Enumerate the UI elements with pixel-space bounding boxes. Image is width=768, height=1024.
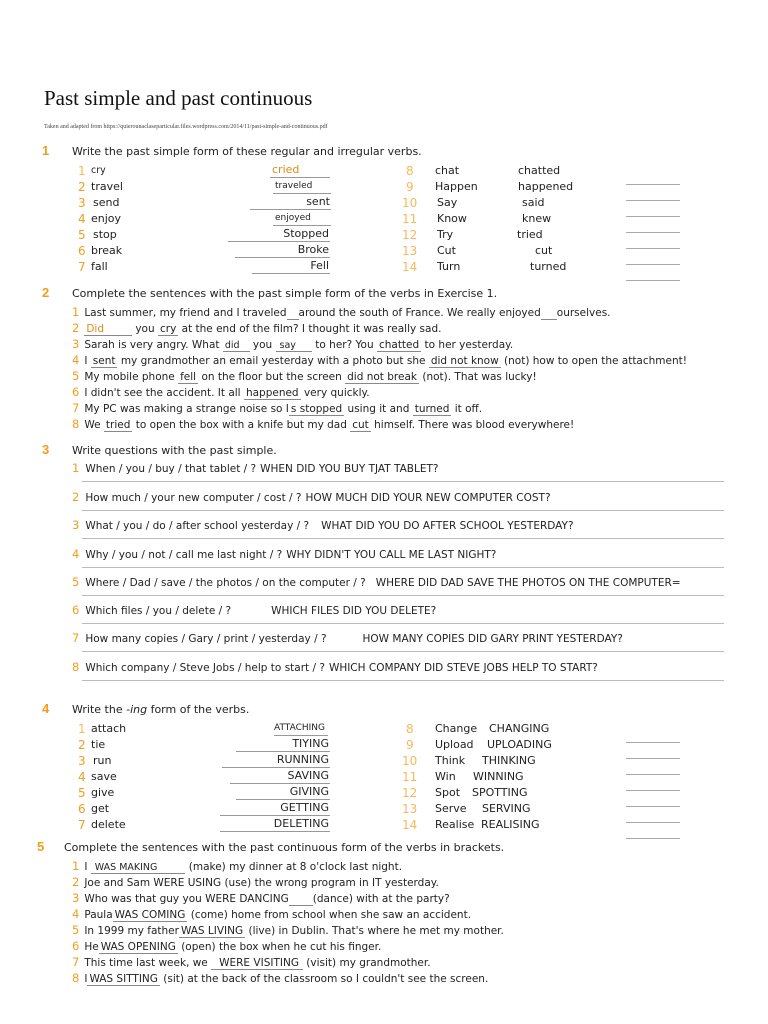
answer-blank[interactable]: did bbox=[223, 340, 250, 352]
sentence-item: 3 Who was that guy you WERE DANCING (dance) with at the party? bbox=[72, 891, 450, 905]
list-item: 4 enjoy enjoyed bbox=[78, 211, 86, 227]
sentence-item: 7 This time last week, we WERE VISITING (visit) my grandmother. bbox=[72, 955, 431, 969]
answer-text[interactable]: UPLOADING bbox=[487, 738, 552, 751]
answer-line[interactable] bbox=[82, 510, 724, 511]
blank-line[interactable] bbox=[626, 236, 680, 249]
answer-blank[interactable]: turned bbox=[414, 403, 450, 415]
sentence-item: 2 Joe and Sam WERE USING (use) the wrong program in IT yesterday. bbox=[72, 875, 439, 889]
answer-text[interactable]: SPOTTING bbox=[472, 786, 528, 799]
sentence-item: 4 I sent my grandmother an email yesterday with a photo but she did not know (not) how to open the attachment! bbox=[72, 353, 687, 367]
answer-blank[interactable]: say bbox=[276, 340, 312, 352]
answer-field[interactable]: RUNNING bbox=[222, 753, 330, 768]
blank-line[interactable] bbox=[626, 204, 680, 217]
list-item: 6 break Broke bbox=[78, 243, 329, 258]
blank-line[interactable] bbox=[626, 778, 680, 791]
answer-text[interactable]: REALISING bbox=[481, 818, 540, 831]
answer-blank[interactable]: tried bbox=[105, 419, 131, 431]
answer-text[interactable]: turned bbox=[530, 260, 567, 273]
answer-field[interactable]: SAVING bbox=[230, 769, 330, 784]
sentence-item: 7 My PC was making a strange noise so I s stopped using it and turned it off. bbox=[72, 401, 483, 415]
question-item: 3 What / you / do / after school yesterday / ? WHAT DID YOU DO AFTER SCHOOL YESTERDAY? bbox=[72, 518, 724, 532]
answer-line[interactable] bbox=[82, 623, 724, 624]
answer-text[interactable]: HOW MUCH DID YOUR NEW COMPUTER COST? bbox=[305, 492, 551, 504]
question-item: 1 When / you / buy / that tablet / ? WHEN DID YOU BUY TJAT TABLET? bbox=[72, 461, 724, 475]
list-item: 5 give GIVING bbox=[78, 785, 329, 800]
sentence-item: 1 I WAS MAKING (make) my dinner at 8 o'clock last night. bbox=[72, 859, 403, 873]
exercise-4-instruction: Write the -ing form of the verbs. bbox=[72, 703, 250, 716]
answer-blank[interactable]: WERE VISITING bbox=[211, 957, 303, 970]
exercise-4-number: 4 bbox=[42, 701, 50, 716]
blank-line[interactable] bbox=[626, 268, 680, 281]
exercise-5-number: 5 bbox=[37, 839, 45, 854]
page-title: Past simple and past continuous bbox=[44, 86, 313, 110]
answer-field[interactable]: GIVING bbox=[236, 785, 330, 800]
exercise-2-number: 2 bbox=[42, 285, 50, 300]
blank-line[interactable] bbox=[626, 172, 680, 185]
answer-text[interactable]: cut bbox=[535, 244, 553, 257]
answer-line[interactable] bbox=[82, 481, 724, 482]
answer-text[interactable]: happened bbox=[518, 180, 574, 193]
answer-text[interactable]: WHICH COMPANY DID STEVE JOBS HELP TO START? bbox=[328, 662, 598, 674]
blank-line[interactable] bbox=[626, 746, 680, 759]
sentence-item: 4 Paula WAS COMING (come) home from school when she saw an accident. bbox=[72, 907, 472, 921]
answer-text[interactable]: HOW MANY COPIES DID GARY PRINT YESTERDAY? bbox=[362, 633, 623, 645]
answer-blank[interactable]: cut bbox=[352, 419, 369, 431]
answer-field[interactable]: ATTACHING bbox=[274, 721, 328, 736]
question-item: 8 Which company / Steve Jobs / help to start / ? WHICH COMPANY DID STEVE JOBS HELP TO START? bbox=[72, 660, 724, 674]
answer-blank[interactable]: WAS COMING bbox=[114, 909, 186, 921]
exercise-3-instruction: Write questions with the past simple. bbox=[72, 444, 277, 457]
answer-blank[interactable]: WAS SITTING bbox=[89, 973, 158, 985]
blank-line[interactable] bbox=[626, 826, 680, 839]
blank-line[interactable] bbox=[626, 220, 680, 233]
answer-line[interactable] bbox=[82, 595, 724, 596]
answer-text[interactable]: WHERE DID DAD SAVE THE PHOTOS ON THE COMPUTER= bbox=[375, 577, 681, 589]
blank-line[interactable] bbox=[626, 252, 680, 265]
answer-text[interactable]: WHAT DID YOU DO AFTER SCHOOL YESTERDAY? bbox=[321, 520, 574, 532]
answer-field[interactable]: DELETING bbox=[220, 817, 330, 832]
answer-blank[interactable]: happened bbox=[245, 387, 299, 399]
question-item: 5 Where / Dad / save / the photos / on the computer / ? WHERE DID DAD SAVE THE PHOTOS ON THE COMPUTER= bbox=[72, 575, 724, 589]
list-item: 3 run RUNNING bbox=[78, 753, 329, 768]
answer-blank[interactable]: did not break bbox=[347, 371, 417, 383]
answer-text[interactable]: WHEN DID YOU BUY TJAT TABLET? bbox=[260, 463, 439, 475]
list-item: 1 cry cried bbox=[78, 163, 86, 179]
list-item: 2 tie TIYING bbox=[78, 737, 329, 752]
answer-blank[interactable]: WAS OPENING bbox=[100, 941, 176, 953]
exercise-1-number: 1 bbox=[42, 143, 50, 158]
sentence-item: 5 In 1999 my father WAS LIVING (live) in Dublin. That's where he met my mother. bbox=[72, 923, 504, 937]
answer-blank[interactable]: WAS LIVING bbox=[180, 925, 244, 937]
answer-text[interactable]: WINNING bbox=[473, 770, 524, 783]
answer-field[interactable]: enjoyed bbox=[273, 211, 331, 226]
answer-blank[interactable] bbox=[289, 893, 313, 906]
sentence-item: 8 We tried to open the box with a knife but my dad cut himself. There was blood everywhere! bbox=[72, 417, 575, 431]
question-item: 6 Which files / you / delete / ? WHICH FILES DID YOU DELETE? bbox=[72, 603, 724, 617]
answer-text[interactable]: tried bbox=[517, 228, 543, 241]
answer-text[interactable]: SERVING bbox=[482, 802, 531, 815]
answer-blank[interactable]: Did bbox=[84, 323, 132, 336]
blank-line[interactable] bbox=[626, 794, 680, 807]
sentence-item: 3 Sarah is very angry. What did you say to her? You chatted to her yesterday. bbox=[72, 337, 514, 351]
answer-field[interactable]: Broke bbox=[235, 243, 330, 258]
sentence-item: 6 He WAS OPENING (open) the box when he cut his finger. bbox=[72, 939, 382, 953]
sentence-item: 1 Last summer, my friend and I traveled around the south of France. We really enjoyed ourselves. bbox=[72, 305, 611, 319]
list-item: 1 attach ATTACHING bbox=[78, 721, 86, 737]
blank-line[interactable] bbox=[626, 730, 680, 743]
exercise-1-instruction: Write the past simple form of these regular and irregular verbs. bbox=[72, 145, 422, 158]
answer-blank[interactable]: fell bbox=[180, 371, 197, 383]
sentence-item: 5 My mobile phone fell on the floor but the screen did not break (not). That was lucky! bbox=[72, 369, 537, 383]
answer-text[interactable]: THINKING bbox=[482, 754, 536, 767]
sentence-item: 8 I WAS SITTING (sit) at the back of the classroom so I couldn't see the screen. bbox=[72, 971, 489, 985]
answer-line[interactable] bbox=[82, 567, 724, 568]
exercise-5-instruction: Complete the sentences with the past continuous form of the verbs in brackets. bbox=[64, 841, 505, 854]
question-item: 4 Why / you / not / call me last night / ? WHY DIDN'T YOU CALL ME LAST NIGHT? bbox=[72, 547, 724, 561]
answer-text[interactable]: WHY DIDN'T YOU CALL ME LAST NIGHT? bbox=[286, 549, 497, 561]
answer-blank[interactable]: did not know bbox=[430, 355, 499, 367]
answer-text[interactable]: said bbox=[522, 196, 545, 209]
answer-text[interactable]: CHANGING bbox=[489, 722, 550, 735]
blank-line[interactable] bbox=[626, 188, 680, 201]
list-item: 7 delete DELETING bbox=[78, 817, 329, 832]
answer-blank[interactable]: s stopped bbox=[290, 403, 343, 415]
sentence-item: 6 I didn't see the accident. It all happened very quickly. bbox=[72, 385, 370, 399]
answer-blank[interactable] bbox=[541, 307, 557, 320]
list-item: 2 travel traveled bbox=[78, 179, 86, 195]
list-item: 7 fall Fell bbox=[78, 259, 329, 274]
list-item: 6 get GETTING bbox=[78, 801, 329, 816]
answer-field[interactable]: sent bbox=[250, 195, 331, 210]
answer-line[interactable] bbox=[82, 680, 724, 681]
question-item: 7 How many copies / Gary / print / yesterday / ? HOW MANY COPIES DID GARY PRINT YESTERDAY? bbox=[72, 631, 724, 645]
answer-blank[interactable]: cry bbox=[159, 323, 177, 335]
list-item: 3 send sent bbox=[78, 195, 330, 210]
blank-line[interactable] bbox=[626, 762, 680, 775]
answer-text[interactable]: knew bbox=[522, 212, 552, 225]
answer-field[interactable]: GETTING bbox=[220, 801, 330, 816]
answer-blank[interactable]: sent bbox=[92, 355, 116, 367]
answer-blank[interactable]: WAS MAKING bbox=[91, 862, 186, 874]
exercise-3-number: 3 bbox=[42, 442, 50, 457]
question-item: 2 How much / your new computer / cost / ? HOW MUCH DID YOUR NEW COMPUTER COST? bbox=[72, 490, 724, 504]
answer-field[interactable]: TIYING bbox=[236, 737, 330, 752]
sentence-item: 2 Did you cry at the end of the film? I thought it was really sad. bbox=[72, 321, 442, 335]
answer-text[interactable]: WHICH FILES DID YOU DELETE? bbox=[271, 605, 437, 617]
source-note: Taken and adapted from https://quierounaclaseparticular.files.wordpress.com/2014/11/past-simple-and-continuous.pdf bbox=[44, 124, 328, 130]
answer-blank[interactable]: chatted bbox=[378, 339, 420, 351]
exercise-2-instruction: Complete the sentences with the past simple form of the verbs in Exercise 1. bbox=[72, 287, 498, 300]
answer-field[interactable]: cried bbox=[270, 163, 330, 178]
list-item: 4 save SAVING bbox=[78, 769, 329, 784]
list-item: 5 stop Stopped bbox=[78, 227, 329, 242]
blank-line[interactable] bbox=[626, 810, 680, 823]
worksheet-page: Past simple and past continuous Taken and adapted from https://quierounaclaseparticular.files.wordpress.com/2014/11/past-simple-and-continuous.pdf 1 Write the past simple form of these regular and irregular verbs. 1 cry cried 2 travel traveled 3 send sent 4 enjoy enjoyed 5 stop Stopped 6 break Broke 7 fall Fell 8 chat chatted 9 Happen happened 10 Say said 11 Know knew 12 Try tried 13 Cut cut 14 Turn turned 2 Complete the sentences with the past simple form of the verbs in Exercise 1. 1 Last summer, my friend and I traveled around the south of France. We really enjoyed ourselves. 2 Did you cry at the end of the film? I thought it was really sad. 3 Sarah is very angry. What did you say to her? You chatted to her yesterday. 4 I sent my grandmother an email yesterday with a photo but she did not know (not) how to open the attachment! 5 My mobile phone fell on the floor but the screen did not break (not). That was lucky! 6 I didn't see the accident. It all happened very quickly. 7 My PC was making a strange noise so I s stopped using it and turned it off. 8 We tried to open the box with a knife but my dad cut himself. There was blood everywhere! 3 Write questions with the past simple. 1 When / you / buy / that tablet / ? WHEN DID YOU BUY TJAT TABLET? 2 How much / your new computer / cost / ? HOW MUCH DID YOUR NEW COMPUTER COST? 3 What / you / do / after school yesterday / ? WHAT DID YOU DO AFTER SCHOOL YESTERDAY? 4 Why / you / not / call me last night / ? WHY DIDN'T YOU CALL ME LAST NIGHT? 5 Where / Dad / save / the photos / on the computer / ? WHERE DID DAD SAVE THE PHOTOS ON THE COMPUTER= 6 Which files / you / delete / ? WHICH FILES DID YOU DELETE? 7 How many copies / Gary / print / yesterday / ? HOW MANY COPIES DID GARY PRINT YESTERDAY? 8 Which company / Steve Jobs / help to start / ? WHICH COMPANY DID STEVE JOBS HELP TO START? 4 Write the -ing form of the verbs. 1 attach ATTACHING 2 tie TIYING 3 run RUNNING 4 save SAVING 5 give GIVING 6 get GETTING 7 delete DELETING 8 Change CHANGING 9 Upload UPLOADING 10 Think THINKING 11 Win WINNING 12 Spot SPOTTING 13 Serve SERVING 14 Realise REALISING 5 Complete the sentences with the past continuous form of the verbs in brackets. 1 I WAS MAKING (make) my dinner at 8 o'clock last night. 2 Joe and Sam WERE USING (use) the wrong program in IT yesterday. 3 Who was that guy you WERE DANCING (dance) with at the party? 4 Paula WAS COMING (come) home from school when she saw an accident. 5 In 1999 my father WAS LIVING (live) in Dublin. That's where he met my mother. 6 He WAS OPENING (open) the box when he cut his finger. 7 This time last week, we WERE VISITING (visit) my grandmother. 8 I WAS SITTING (sit) at the back of the classroom so I couldn't see the screen. bbox=[0, 0, 768, 1024]
answer-line[interactable] bbox=[82, 651, 724, 652]
answer-field[interactable]: traveled bbox=[273, 179, 331, 194]
answer-line[interactable] bbox=[82, 538, 724, 539]
answer-field[interactable]: Stopped bbox=[228, 227, 330, 242]
answer-blank[interactable] bbox=[287, 307, 299, 320]
answer-text[interactable]: chatted bbox=[518, 164, 561, 177]
answer-field[interactable]: Fell bbox=[252, 259, 330, 274]
